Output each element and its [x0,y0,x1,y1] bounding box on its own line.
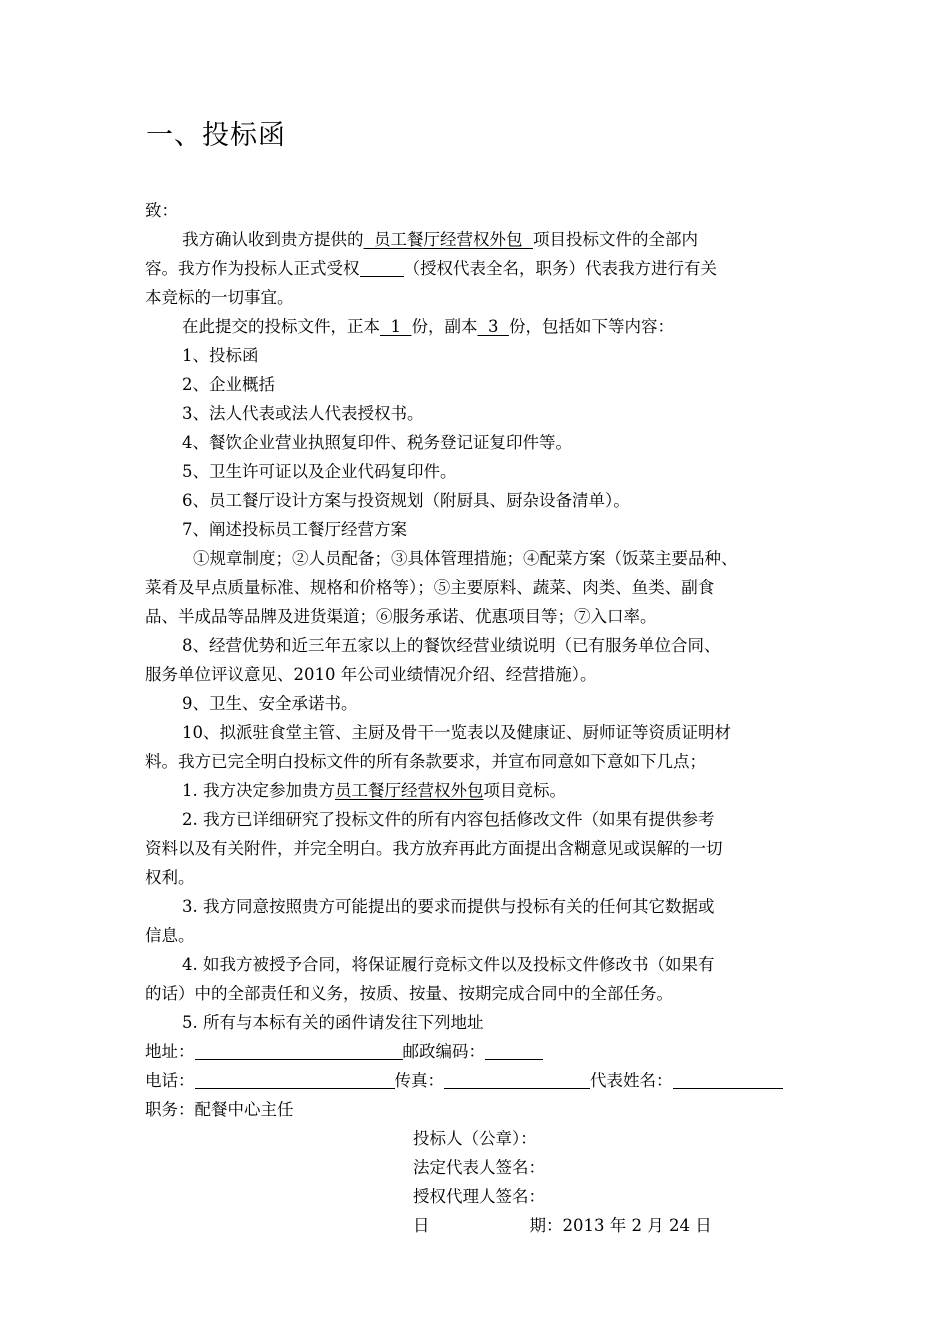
legal-rep-signature-line: 法定代表人签名： [413,1158,545,1177]
address-field [195,1041,403,1060]
position-line [145,1095,813,1124]
address-line [145,1037,813,1066]
intro-line-3: 本竞标的一切事宜。 [145,288,294,307]
copy-count: 3 [477,317,509,336]
intro-line-1 [145,225,813,254]
phone-label: 电话： [145,1071,195,1090]
list-item: 1、投标函 [182,346,259,365]
point-1 [145,776,813,805]
page-title: 一、投标函 [146,120,286,151]
rep-name-label: 代表姓名： [590,1071,673,1090]
point-text: 项目竞标。 [483,781,566,800]
list-item: 8、经营优势和近三年五家以上的餐饮经营业绩说明（已有服务单位合同、 [182,636,721,655]
intro-line-2 [145,254,813,283]
bidder-seal-line: 投标人（公章）： [413,1129,537,1148]
point-4-cont: 的话）中的全部责任和义务，按质、按量、按期完成合同中的全部任务。 [145,984,673,1003]
list-item-detail: 菜肴及早点质量标准、规格和价格等）；⑤主要原料、蔬菜、肉类、鱼类、副食 [145,578,715,597]
fax-field [444,1070,590,1089]
point-3: 3. 我方同意按照贵方可能提出的要求而提供与投标有关的任何其它数据或 [182,897,715,916]
point-3-cont: 信息。 [145,926,195,945]
phone-field [195,1070,395,1089]
copies-text: 份，包括如下等内容： [508,317,674,336]
phone-line [145,1066,813,1095]
authorized-agent-signature-line: 授权代理人签名： [413,1187,545,1206]
list-item: 3、法人代表或法人代表授权书。 [182,404,424,423]
copies-text: 份，副本 [411,317,478,336]
list-item: 6、员工餐厅设计方案与投资规划（附厨具、厨杂设备清单）。 [182,491,630,510]
intro-text: 我方确认收到贵方提供的 [182,230,364,249]
position-value: 配餐中心主任 [194,1100,294,1119]
list-item: 10、拟派驻食堂主管、主厨及骨干一览表以及健康证、厨师证等资质证明材 [182,723,731,742]
intro-text: 容。我方作为投标人正式受权 [145,259,360,278]
position-label: 职务： [145,1100,195,1119]
date-label-a: 日 [413,1216,430,1235]
list-item: 5、卫生许可证以及企业代码复印件。 [182,462,457,481]
point-2-cont: 权利。 [145,868,195,887]
point-4: 4. 如我方被授予合同，将保证履行竞标文件以及投标文件修改书（如果有 [182,955,715,974]
intro-text: （授权代表全名，职务）代表我方进行有关 [403,259,717,278]
letter-body [145,196,813,1240]
postcode-label: 邮政编码： [402,1042,485,1061]
postcode-field [485,1041,543,1060]
address-label: 地址： [145,1042,195,1061]
date-line [145,1211,813,1240]
point-2: 2. 我方已详细研究了投标文件的所有内容包括修改文件（如果有提供参考 [182,810,715,829]
date-label-b: 期： [529,1216,563,1235]
salutation: 致： [145,201,178,220]
list-item: 4、餐饮企业营业执照复印件、税务登记证复印件等。 [182,433,572,452]
intro-text: 项目投标文件的全部内 [532,230,698,249]
fax-label: 传真： [394,1071,444,1090]
rep-name-field [673,1070,783,1089]
list-item-detail: 品、半成品等品牌及进货渠道；⑥服务承诺、优惠项目等；⑦入口率。 [145,607,657,626]
list-item: 9、卫生、安全承诺书。 [182,694,358,713]
list-item-detail: 料。我方已完全明白投标文件的所有条款要求，并宣布同意如下意如下几点； [145,752,706,771]
point-5: 5. 所有与本标有关的函件请发往下列地址 [182,1013,484,1032]
list-item-detail: 服务单位评议意见、2010 年公司业绩情况介绍、经营措施）。 [145,665,597,684]
point-2-cont: 资料以及有关附件，并完全明白。我方放弃再此方面提出含糊意见或误解的一切 [145,839,723,858]
copies-text: 在此提交的投标文件，正本 [182,317,380,336]
project-name-underlined: 员工餐厅经营权外包 [363,230,533,249]
authorized-rep-blank [360,258,404,277]
original-count: 1 [380,317,412,336]
date-value: 2013 年 2 月 24 日 [562,1216,712,1235]
list-item-detail: ①规章制度；②人员配备；③具体管理措施；④配菜方案（饭菜主要品种、 [193,549,738,568]
list-item: 2、企业概括 [182,375,275,394]
project-name-underlined: 员工餐厅经营权外包 [335,781,484,800]
point-text: 1. 我方决定参加贵方 [182,781,335,800]
list-item: 7、阐述投标员工餐厅经营方案 [182,520,407,539]
copies-line [145,312,813,341]
